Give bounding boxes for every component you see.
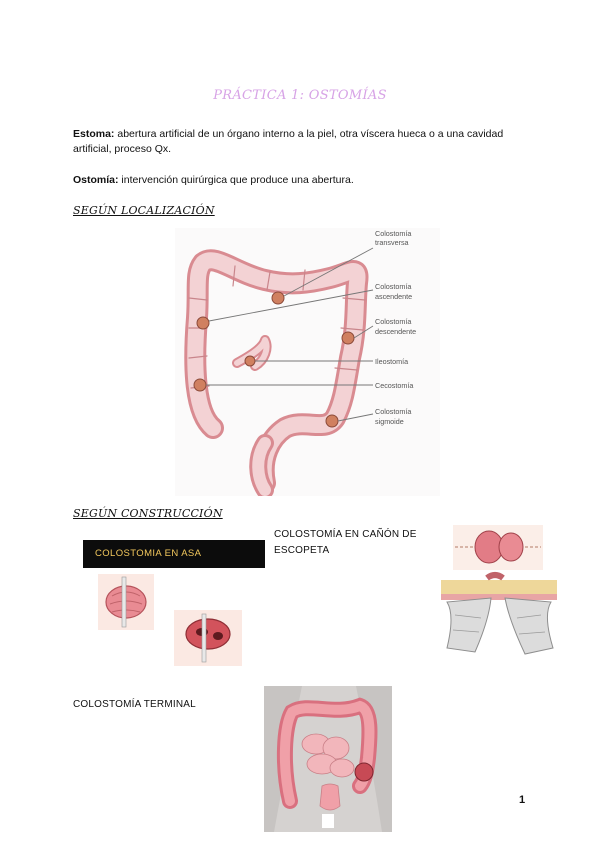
page-number: 1 [519, 794, 526, 806]
label-descendente-1: Colostomía [375, 317, 412, 326]
term-ostomia: Ostomía: [73, 174, 119, 186]
colostomia-canon-caption [274, 527, 417, 559]
label-sigmoide-1: Colostomía [375, 407, 412, 416]
colostomia-asa-banner [83, 540, 265, 568]
label-transversa-2: transversa [375, 238, 409, 247]
label-cecostomia: Cecostomía [375, 381, 414, 390]
label-ascendente-1: Colostomía [375, 282, 412, 291]
colon-location-diagram [175, 228, 440, 496]
label-ileostomia: Ileostomía [375, 357, 409, 366]
colostomia-asa-label: COLOSTOMIA EN ASA [95, 548, 202, 559]
colostomia-canon-line-2: ESCOPETA [274, 545, 330, 556]
label-sigmoide-2: sigmoide [375, 417, 404, 426]
page-title: PRÁCTICA 1: OSTOMÍAS [213, 88, 387, 103]
label-transversa-1: Colostomía [375, 229, 412, 238]
section-heading-localizacion: SEGÚN LOCALIZACIÓN [73, 204, 215, 217]
definition-estoma-text: abertura artificial de un órgano interno a la piel, otra víscera hueca o a una cavidad artificial, proceso Qx. [73, 128, 504, 155]
double-barrel-colostomy-illustration [437, 520, 562, 660]
label-descendente-2: descendente [375, 327, 417, 336]
definition-ostomia [73, 173, 543, 188]
label-ascendente-2: ascendente [375, 292, 413, 301]
loop-colostomy-illustration [98, 572, 258, 670]
colostomia-terminal-caption: COLOSTOMÍA TERMINAL [73, 699, 196, 710]
colostomia-canon-line-1: COLOSTOMÍA EN CAÑÓN DE [274, 529, 417, 540]
definition-estoma [73, 127, 543, 157]
term-estoma: Estoma: [73, 128, 115, 140]
definition-ostomia-text: intervención quirúrgica que produce una abertura. [118, 174, 354, 186]
end-colostomy-illustration [264, 686, 392, 832]
section-heading-construccion: SEGÚN CONSTRUCCIÓN [73, 507, 223, 520]
